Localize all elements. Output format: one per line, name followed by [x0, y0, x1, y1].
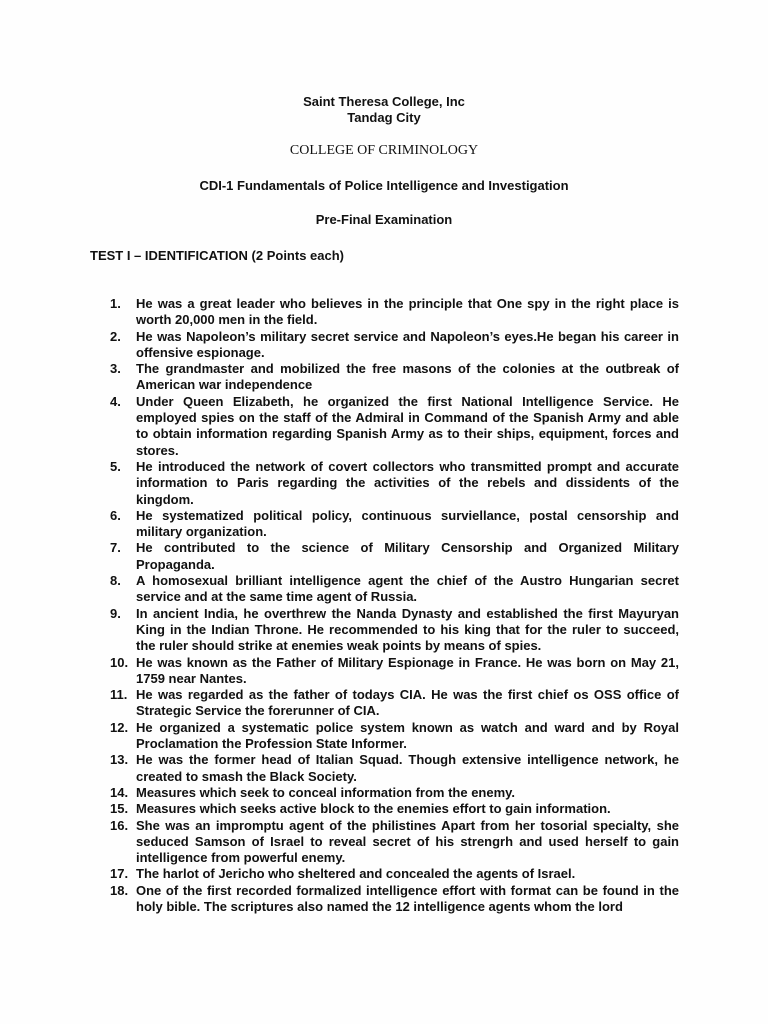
question-text: The harlot of Jericho who sheltered and concealed the agents of Israel. [136, 866, 576, 882]
question-item [0, 329, 768, 362]
question-number: 16. [110, 817, 129, 833]
question-text: A homosexual brilliant intelligence agent the chief of the Austro Hungarian secret service and at the same time agent of Russia. [136, 573, 679, 605]
question-item [0, 361, 768, 394]
question-item [0, 866, 768, 882]
question-number: 1. [110, 296, 121, 311]
question-list [0, 296, 768, 915]
question-item [0, 785, 768, 801]
question-number: 5. [110, 458, 121, 474]
question-item [0, 752, 768, 785]
question-text: One of the first recorded formalized intelligence effort with format can be found in the holy bible. The scriptures also named the 12 intelligence agents whom the lord [136, 882, 679, 914]
test-heading: TEST I – IDENTIFICATION (2 Points each) [90, 248, 345, 263]
question-text: He introduced the network of covert collectors who transmitted prompt and accurate information to Paris regarding the activities of the rebels and dissidents of the kingdom. [136, 458, 679, 507]
question-text: In ancient India, he overthrew the Nanda Dynasty and established the first Mayuryan King in the Indian Throne. He recommended to his king that for the ruler to succeed, the ruler should strike at enemies weak points by means of spies. [136, 605, 679, 654]
question-item [0, 655, 768, 688]
question-item [0, 720, 768, 753]
question-number: 17. [110, 866, 129, 882]
question-item [0, 394, 768, 459]
question-item [0, 296, 768, 329]
question-text: Under Queen Elizabeth, he organized the first National Intelligence Service. He employed spies on the staff of the Admiral in Command of the Spanish Army and able to obtain information regarding Spanish Army as to their ships, equipment, forces and stores. [136, 393, 679, 458]
question-number: 15. [110, 801, 129, 817]
question-number: 13. [110, 752, 129, 768]
school-city: Tandag City [347, 110, 421, 125]
question-text: He was regarded as the father of todays CIA. He was the first chief os OSS office of Strategic Service the forerunner of CIA. [136, 687, 679, 719]
question-number: 18. [110, 882, 129, 898]
question-text: Measures which seek to conceal information from the enemy. [136, 784, 516, 800]
question-item [0, 801, 768, 817]
question-text: He organized a systematic police system known as watch and ward and by Royal Proclamation the Profession State Informer. [136, 719, 679, 752]
question-number: 2. [110, 328, 121, 344]
question-item [0, 573, 768, 606]
question-number: 3. [110, 361, 121, 377]
question-number: 12. [110, 719, 129, 735]
question-text: He was Napoleon’s military secret service and Napoleon’s eyes.He began his career in offensive espionage. [136, 328, 679, 360]
school-name: Saint Theresa College, Inc [303, 94, 465, 109]
question-text: The grandmaster and mobilized the free masons of the colonies at the outbreak of American war independence [136, 361, 679, 393]
question-item [0, 508, 768, 541]
question-text: Measures which seeks active block to the enemies effort to gain information. [136, 801, 611, 817]
question-text: She was an impromptu agent of the philistines Apart from her tosorial specialty, she seduced Samson of Israel to reveal secret of his strengrh and used herself to gain intelligence from powerful enemy. [136, 817, 679, 866]
question-number: 8. [110, 573, 121, 589]
question-item [0, 687, 768, 720]
question-item [0, 818, 768, 867]
question-text: He was known as the Father of Military Espionage in France. He was born on May 21, 1759 near Nantes. [136, 654, 679, 686]
question-number: 11. [110, 687, 128, 703]
question-number: 10. [110, 654, 129, 670]
question-number: 4. [110, 393, 121, 409]
question-item [0, 883, 768, 916]
question-text: He contributed to the science of Military Censorship and Organized Military Propaganda. [136, 540, 679, 572]
question-number: 7. [110, 540, 121, 556]
question-number: 9. [110, 605, 121, 621]
question-item [0, 540, 768, 573]
question-text: He was a great leader who believes in the principle that One spy in the right place is worth 20,000 men in the field. [136, 296, 679, 328]
course-title: CDI-1 Fundamentals of Police Intelligence and Investigation [199, 178, 569, 193]
college-name: COLLEGE OF CRIMINOLOGY [289, 143, 479, 158]
question-text: He systematized political policy, continuous surviellance, postal censorship and military organization. [136, 507, 679, 540]
question-text: He was the former head of Italian Squad. Though extensive intelligence network, he created to smash the Black Society. [136, 752, 679, 784]
question-item [0, 459, 768, 508]
question-item [0, 606, 768, 655]
question-number: 14. [110, 784, 129, 800]
exam-title: Pre-Final Examination [315, 212, 453, 227]
question-number: 6. [110, 507, 121, 523]
